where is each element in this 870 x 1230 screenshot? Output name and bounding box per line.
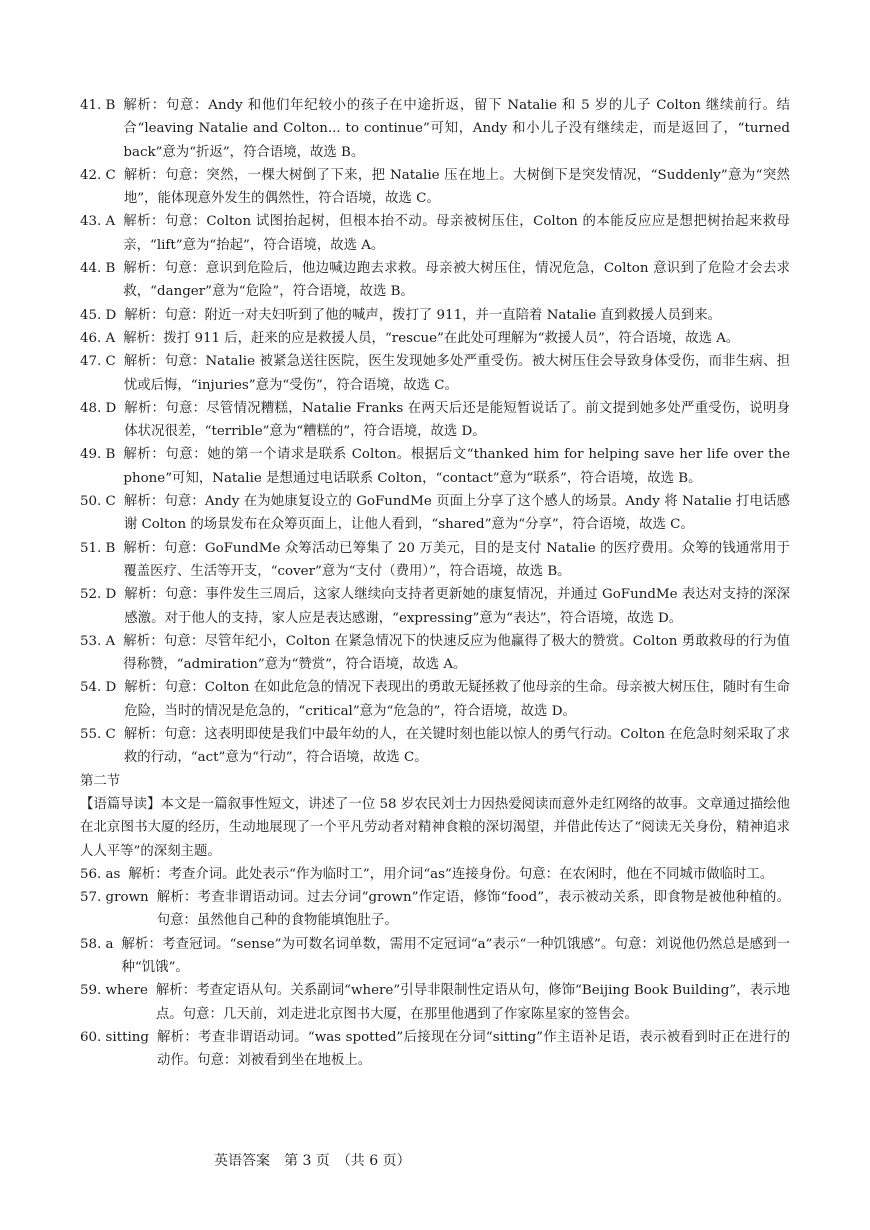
footer-page-number: 英语答案 第 3 页 （共 6 页） [214,1153,411,1169]
answer-item [80,210,790,257]
answer-item [80,350,790,397]
section-one-answers [80,94,790,770]
answer-explanation: 解析：句意：她的第一个请求是联系 Colton。根据后文“thanked him for helping save her life over the phone”可知，Natalie 是想通过电话联系 Colton，“contact”意为“联系”，符合语境，故选 B。 [123,447,790,486]
answer-number: 57. grown [80,890,149,906]
answer-item [80,304,790,327]
answer-explanation: 解析：句意：Colton 试图抬起树，但根本抬不动。母亲被树压住，Colton 的本能反应应是想把树抬起来救母亲，“lift”意为“抬起”，符合语境，故选 A。 [123,214,790,253]
answer-item [80,397,790,444]
answer-item [80,630,790,677]
answer-number: 48. D [80,400,117,416]
answer-item [80,933,790,980]
answer-explanation: 解析：句意：附近一对夫妇听到了他的喊声，拨打了 911，并一直陪着 Natalie 直到救援人员到来。 [124,307,722,323]
answer-explanation: 解析：考查定语从句。关系副词“where”引导非限制性定语从句，修饰“Beijing Book Building”，表示地点。句意：几天前，刘走进北京图书大厦，在那里他遇到了作家陈星家的签售会。 [155,983,790,1022]
answer-explanation: 解析：句意：Natalie 被紧急送往医院，医生发现她多处严重受伤。被大树压住会导致身体受伤，而非生病、担忧或后悔，“injuries”意为“受伤”，符合语境，故选 C。 [123,354,790,393]
answer-item [80,979,790,1026]
answer-explanation: 解析：句意：突然，一棵大树倒了下来，把 Natalie 压在地上。大树倒下是突发情况，“Suddenly”意为“突然地”，能体现意外发生的偶然性，符合语境，故选 C。 [123,167,790,207]
answer-item [80,443,790,490]
answer-item [80,583,790,630]
answer-item [80,327,790,350]
answer-number: 47. C [80,354,116,370]
answer-explanation: 解析：句意：尽管年纪小，Colton 在紧急情况下的快速反应为他赢得了极大的赞赏。Colton 勇敢救母的行为值得称赞，“admiration”意为“赞赏”，符合语境，故选 A。 [123,633,790,673]
answer-explanation: 解析：考查非谓语动词。“was spotted”后接现在分词“sitting”作主语补足语，表示被看到时正在进行的动作。句意：刘被看到坐在地板上。 [156,1029,790,1069]
answer-explanation: 解析：考查冠词。“sense”为可数名词单数，需用不定冠词“a”表示“一种饥饿感”。句意：刘说他仍然总是感到一种“饥饿”。 [121,936,790,975]
answer-item [80,863,790,886]
answer-number: 42. C [80,167,116,183]
answer-explanation: 解析：考查非谓语动词。过去分词“grown”作定语，修饰“food”，表示被动关系，即食物是被他种植的。句意：虽然他自己种的食物能填饱肚子。 [156,890,790,929]
answer-explanation: 解析：句意：GoFundMe 众筹活动已筹集了 20 万美元，目的是支付 Natalie 的医疗费用。众筹的钱通常用于覆盖医疗、生活等开支，“cover”意为“支付（费用）”，符合语境，故选 B。 [123,540,790,579]
answer-item [80,1026,790,1073]
answer-item [80,537,790,584]
answer-explanation: 解析：句意：尽管情况糟糕，Natalie Franks 在两天后还是能短暂说话了。前文提到她多处严重受伤，说明身体状况很差，“terrible”意为“糟糕的”，符合语境，故选 D。 [124,400,790,440]
answer-number: 43. A [80,214,116,230]
answer-explanation: 解析：考查介词。此处表示“作为临时工”，用介词“as”连接身份。句意：在农闲时，他在不同城市做临时工。 [128,866,774,882]
answer-number: 59. where [80,983,148,999]
answer-number: 45. D [80,307,117,323]
answer-number: 53. A [80,633,116,649]
answer-number: 46. A [80,330,116,346]
answer-number: 41. B [80,98,116,113]
answer-number: 52. D [80,587,117,603]
answer-number: 50. C [80,494,116,510]
answer-content [80,94,790,1072]
answer-number: 56. as [80,866,121,882]
answer-item [80,723,790,770]
answer-item [80,94,790,164]
answer-item [80,164,790,211]
section-two-answers [80,863,790,1073]
answer-number: 58. a [80,936,114,952]
answer-explanation: 解析：句意：这表明即使是我们中最年幼的人，在关键时刻也能以惊人的勇气行动。Colton 在危急时刻采取了求救的行动，“act”意为“行动”，符合语境，故选 C。 [123,727,790,766]
section-two-title: 第二节 [80,773,121,789]
answer-item [80,886,790,933]
passage-guide: 【语篇导读】本文是一篇叙事性短文，讲述了一位 58 岁农民刘士力因热爱阅读而意外走红网络的故事。文章通过描绘他在北京图书大厦的经历，生动地展现了一个平凡劳动者对精神食粮的深切渴望，并借此传达了“阅读无关身份，精神追求人人平等”的深刻主题。 [80,796,790,859]
answer-explanation: 解析：句意：意识到危险后，他边喊边跑去求救。母亲被大树压住，情况危急，Colton 意识到了危险才会去求救，“danger”意为“危险”，符合语境，故选 B。 [123,261,790,300]
answer-explanation: 解析：拨打 911 后，赶来的应是救援人员，“rescue”在此处可理解为“救援人员”，符合语境，故选 A。 [123,330,740,346]
answer-number: 54. D [80,680,117,696]
answer-explanation: 解析：句意：Colton 在如此危急的情况下表现出的勇敢无疑拯救了他母亲的生命。母亲被大树压住，随时有生命危险，当时的情况是危急的，“critical”意为“危急的”，符合语境，故选 D。 [124,680,790,719]
answer-number: 60. sitting [80,1029,149,1045]
answer-explanation: 解析：句意：Andy 在为她康复设立的 GoFundMe 页面上分享了这个感人的场景。Andy 将 Natalie 打电话感谢 Colton 的场景发布在众筹页面上，让他人看到，“shared”意为“分享”，符合语境，故选 C。 [123,494,790,533]
answer-item [80,257,790,304]
answer-number: 44. B [80,261,116,277]
answer-explanation: 解析：句意：Andy 和他们年纪较小的孩子在中途折返，留下 Natalie 和 5 岁的儿子 Colton 继续前行。结合“leaving Natalie and Colton... to continue”可知，Andy 和小儿子没有继续走，而是返回了，“turned back”意为“折返”，符合语境，故选 B。 [123,98,790,160]
answer-number: 51. B [80,540,116,556]
answer-number: 55. C [80,727,116,743]
answer-explanation: 解析：句意：事件发生三周后，这家人继续向支持者更新她的康复情况，并通过 GoFundMe 表达对支持的深深感激。对于他人的支持，家人应是表达感谢，“expressing”意为“表达”，符合语境，故选 D。 [124,587,790,626]
answer-item [80,490,790,537]
answer-item [80,676,790,723]
answer-number: 49. B [80,447,116,463]
